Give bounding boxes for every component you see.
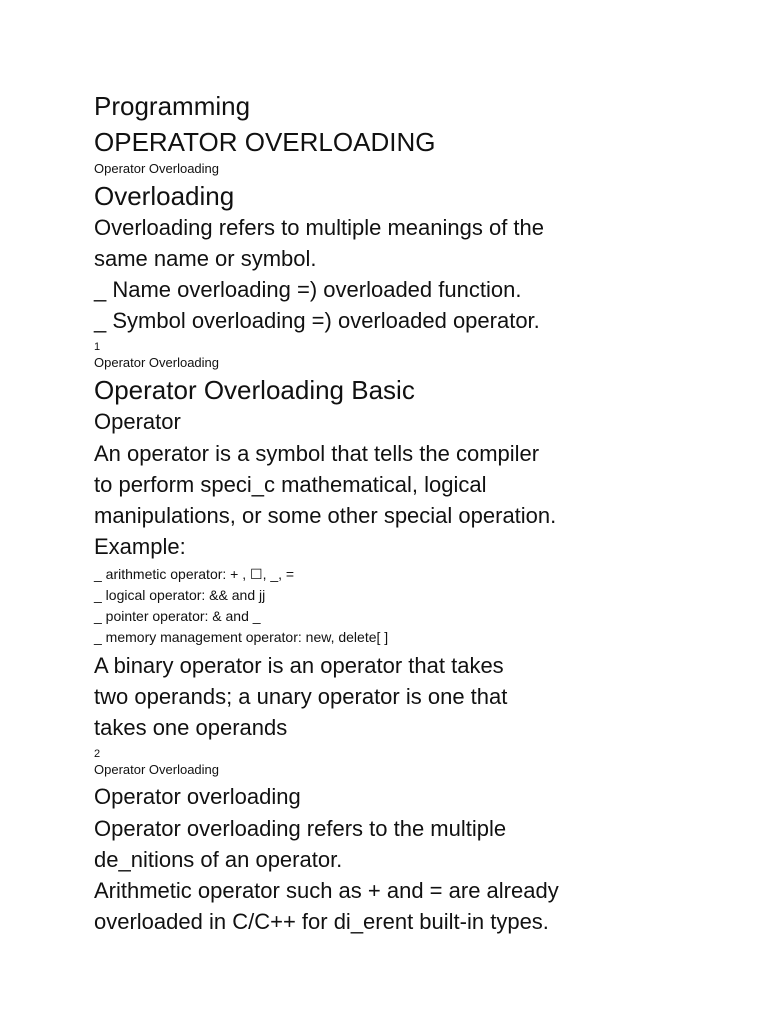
running-header: Operator Overloading (94, 762, 220, 777)
paragraph-line: de_nitions of an operator. (94, 847, 343, 872)
example-item: _ logical operator: && and jj (94, 587, 266, 603)
paragraph-line: A binary operator is an operator that takes (94, 653, 504, 678)
paragraph-line: Arithmetic operator such as + and = are already (94, 878, 559, 903)
section-heading-overloading: Overloading (94, 181, 235, 211)
paragraph-line: An operator is a symbol that tells the compiler (94, 441, 540, 466)
example-item: _ arithmetic operator: + , ☐, _, = (94, 566, 295, 582)
paragraph-line: Overloading refers to multiple meanings of the (94, 215, 545, 240)
paragraph-line: to perform speci_c mathematical, logical (94, 472, 487, 497)
paragraph-line: overloaded in C/C++ for di_erent built-in types. (94, 909, 549, 934)
document-title: Programming (94, 91, 251, 121)
section-heading-operator-overloading: Operator overloading (94, 784, 301, 809)
bullet-item: _ Symbol overloading =) overloaded operator. (94, 308, 540, 333)
page-number: 1 (94, 341, 101, 353)
subheading-operator: Operator (94, 409, 181, 434)
paragraph-line: takes one operands (94, 715, 288, 740)
example-item: _ pointer operator: & and _ (94, 608, 261, 624)
paragraph-line: manipulations, or some other special operation. (94, 503, 557, 528)
example-label: Example: (94, 534, 186, 559)
paragraph-line: two operands; a unary operator is one that (94, 684, 508, 709)
paragraph-line: same name or symbol. (94, 246, 317, 271)
document-page (94, 88, 734, 937)
running-header: Operator Overloading (94, 355, 220, 370)
example-item: _ memory management operator: new, delete[ ] (94, 629, 389, 645)
document-heading: OPERATOR OVERLOADING (94, 127, 436, 157)
running-header: Operator Overloading (94, 161, 220, 176)
page-number: 2 (94, 748, 101, 760)
paragraph-line: Operator overloading refers to the multiple (94, 816, 507, 841)
section-heading-basic: Operator Overloading Basic (94, 375, 415, 405)
bullet-item: _ Name overloading =) overloaded function. (94, 277, 522, 302)
